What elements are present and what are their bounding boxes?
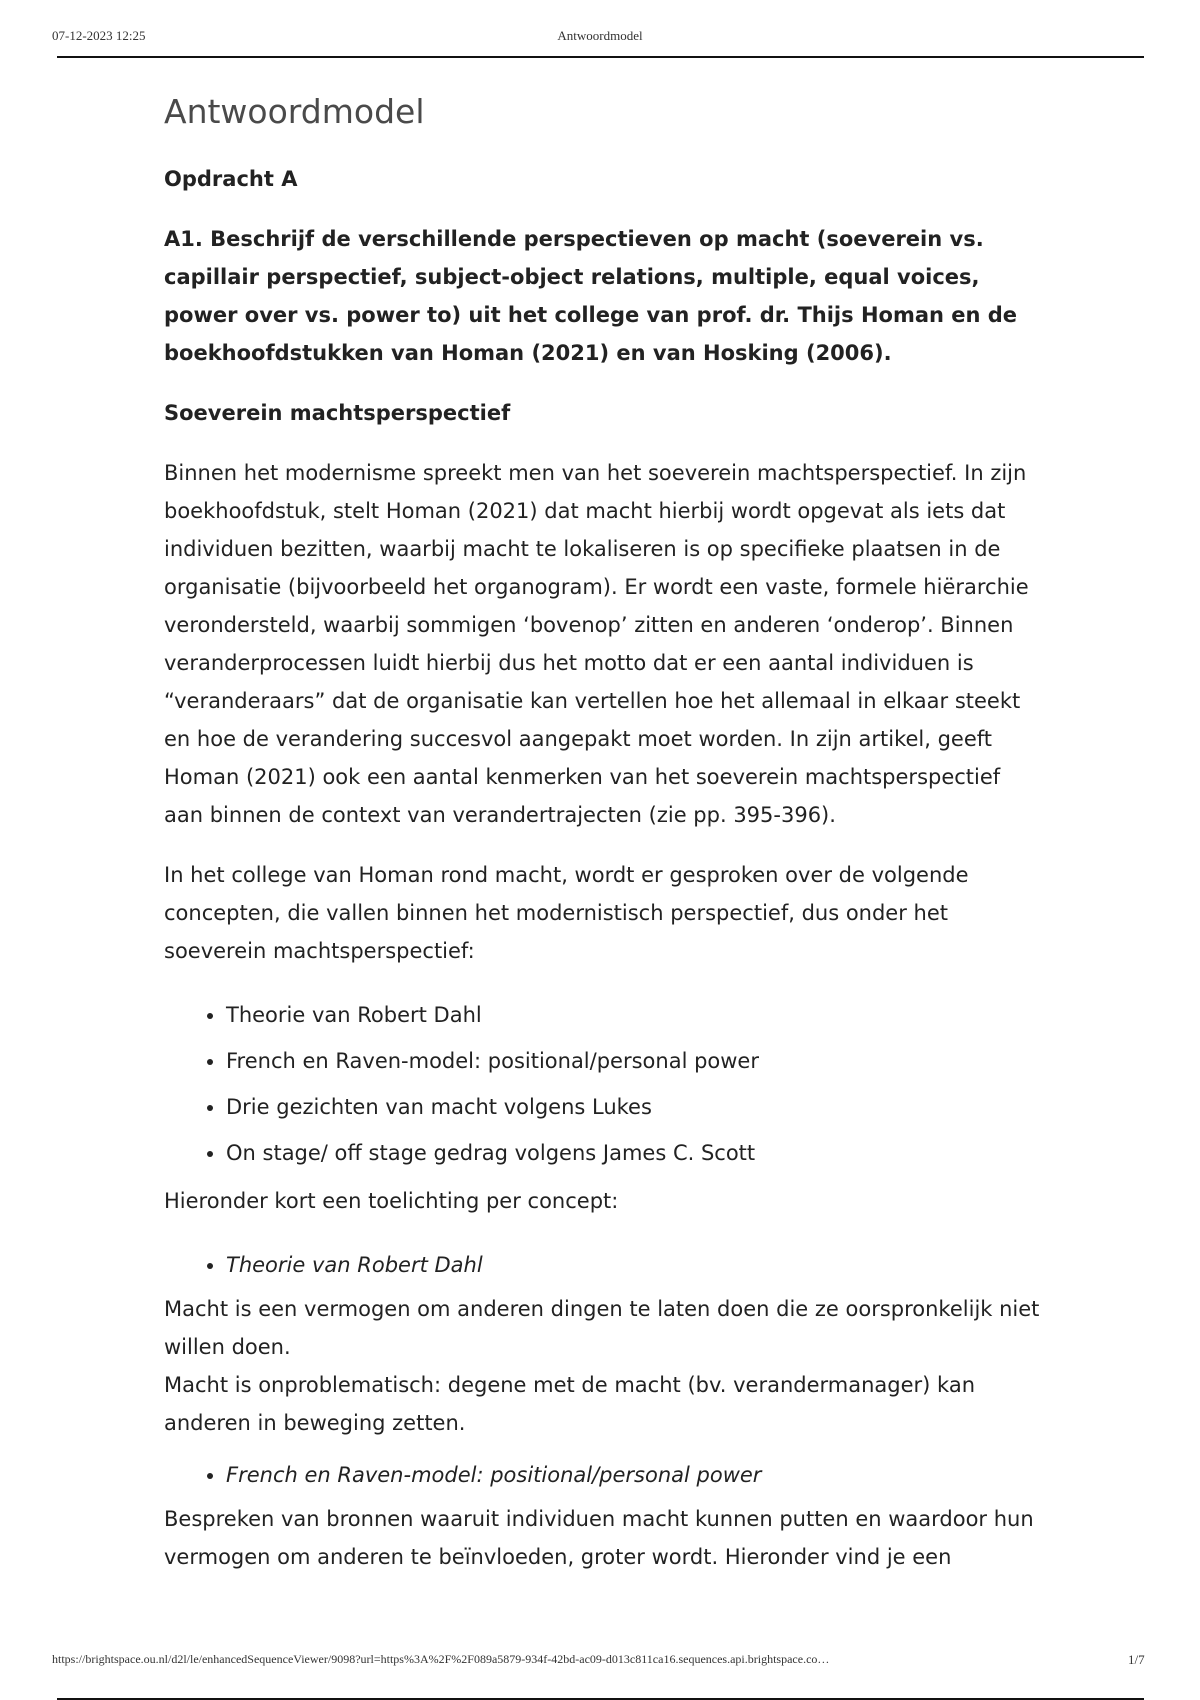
subheading-soeverein: Soeverein machtsperspectief — [164, 401, 511, 425]
dahl-line-2: Macht is onproblematisch: degene met de macht (bv. verandermanager) kan anderen in beweging zetten. — [164, 1373, 976, 1435]
print-url: https://brightspace.ou.nl/d2l/le/enhancedSequenceViewer/9098?url=https%3A%2F%2F089a5879-934f-42bd-ac09-d013c811ca16.sequences.api.brightspace.co… — [52, 1652, 830, 1666]
page-title: Antwoordmodel — [164, 92, 425, 131]
concept-french-raven-heading — [164, 1452, 1044, 1498]
concept-list — [164, 992, 1044, 1176]
print-footer — [0, 1640, 1200, 1700]
page-number: 1/7 — [1128, 1652, 1145, 1667]
paragraph-french-raven: Bespreken van bronnen waaruit individuen macht kunnen putten en waardoor hun vermogen om anderen te beïnvloeden, groter wordt. Hieronder vind je een — [164, 1507, 1034, 1569]
header-divider — [57, 56, 1144, 58]
question-a1: A1. Beschrijf de verschillende perspectieven op macht (soeverein vs. capillair perspectief, subject-object relations, multiple, equal voices, power over vs. power to) uit het college van prof. dr. Thijs Homan en de boekhoofdstukken van Homan (2021) en van Hosking (2006). — [164, 227, 1018, 365]
list-item: • Theorie van Robert Dahl — [226, 1242, 1044, 1288]
paragraph-soeverein: Binnen het modernisme spreekt men van het soeverein machtsperspectief. In zijn boekhoofdstuk, stelt Homan (2021) dat macht hierbij wordt opgevat als iets dat individuen bezitten, waarbij macht te lokaliseren is op specifieke plaatsen in de organisatie (bijvoorbeeld het organogram). Er wordt een vaste, formele hiërarchie verondersteld, waarbij sommigen ‘bovenop’ zitten en anderen ‘onderop’. Binnen veranderprocessen luidt hierbij dus het motto dat er een aantal individuen is “veranderaars” dat de organisatie kan vertellen hoe het allemaal in elkaar steekt en hoe de verandering succesvol aangepakt moet worden. In zijn artikel, geeft Homan (2021) ook een aantal kenmerken van het soeverein machtsperspectief aan binnen de context van verandertrajecten (zie pp. 395-396). — [164, 461, 1029, 827]
list-item: • French en Raven-model: positional/personal power — [226, 1452, 1044, 1498]
print-doc-title: Antwoordmodel — [557, 28, 643, 43]
section-heading: Opdracht A — [164, 167, 298, 191]
print-date: 07-12-2023 12:25 — [52, 28, 146, 43]
list-item: • French en Raven-model: positional/personal power — [226, 1038, 1044, 1084]
paragraph-intro-explanations: Hieronder kort een toelichting per concept: — [164, 1189, 619, 1213]
list-item: • Theorie van Robert Dahl — [226, 992, 1044, 1038]
paragraph-dahl — [164, 1290, 1044, 1442]
print-header — [0, 0, 1200, 58]
document-content — [164, 90, 1044, 1598]
concept-dahl-heading — [164, 1242, 1044, 1288]
list-item: • On stage/ off stage gedrag volgens James C. Scott — [226, 1130, 1044, 1176]
list-item: • Drie gezichten van macht volgens Lukes — [226, 1084, 1044, 1130]
dahl-line-1: Macht is een vermogen om anderen dingen te laten doen die ze oorspronkelijk niet willen doen. — [164, 1297, 1040, 1359]
paragraph-college: In het college van Homan rond macht, wordt er gesproken over de volgende concepten, die vallen binnen het modernistisch perspectief, dus onder het soeverein machtsperspectief: — [164, 863, 969, 963]
